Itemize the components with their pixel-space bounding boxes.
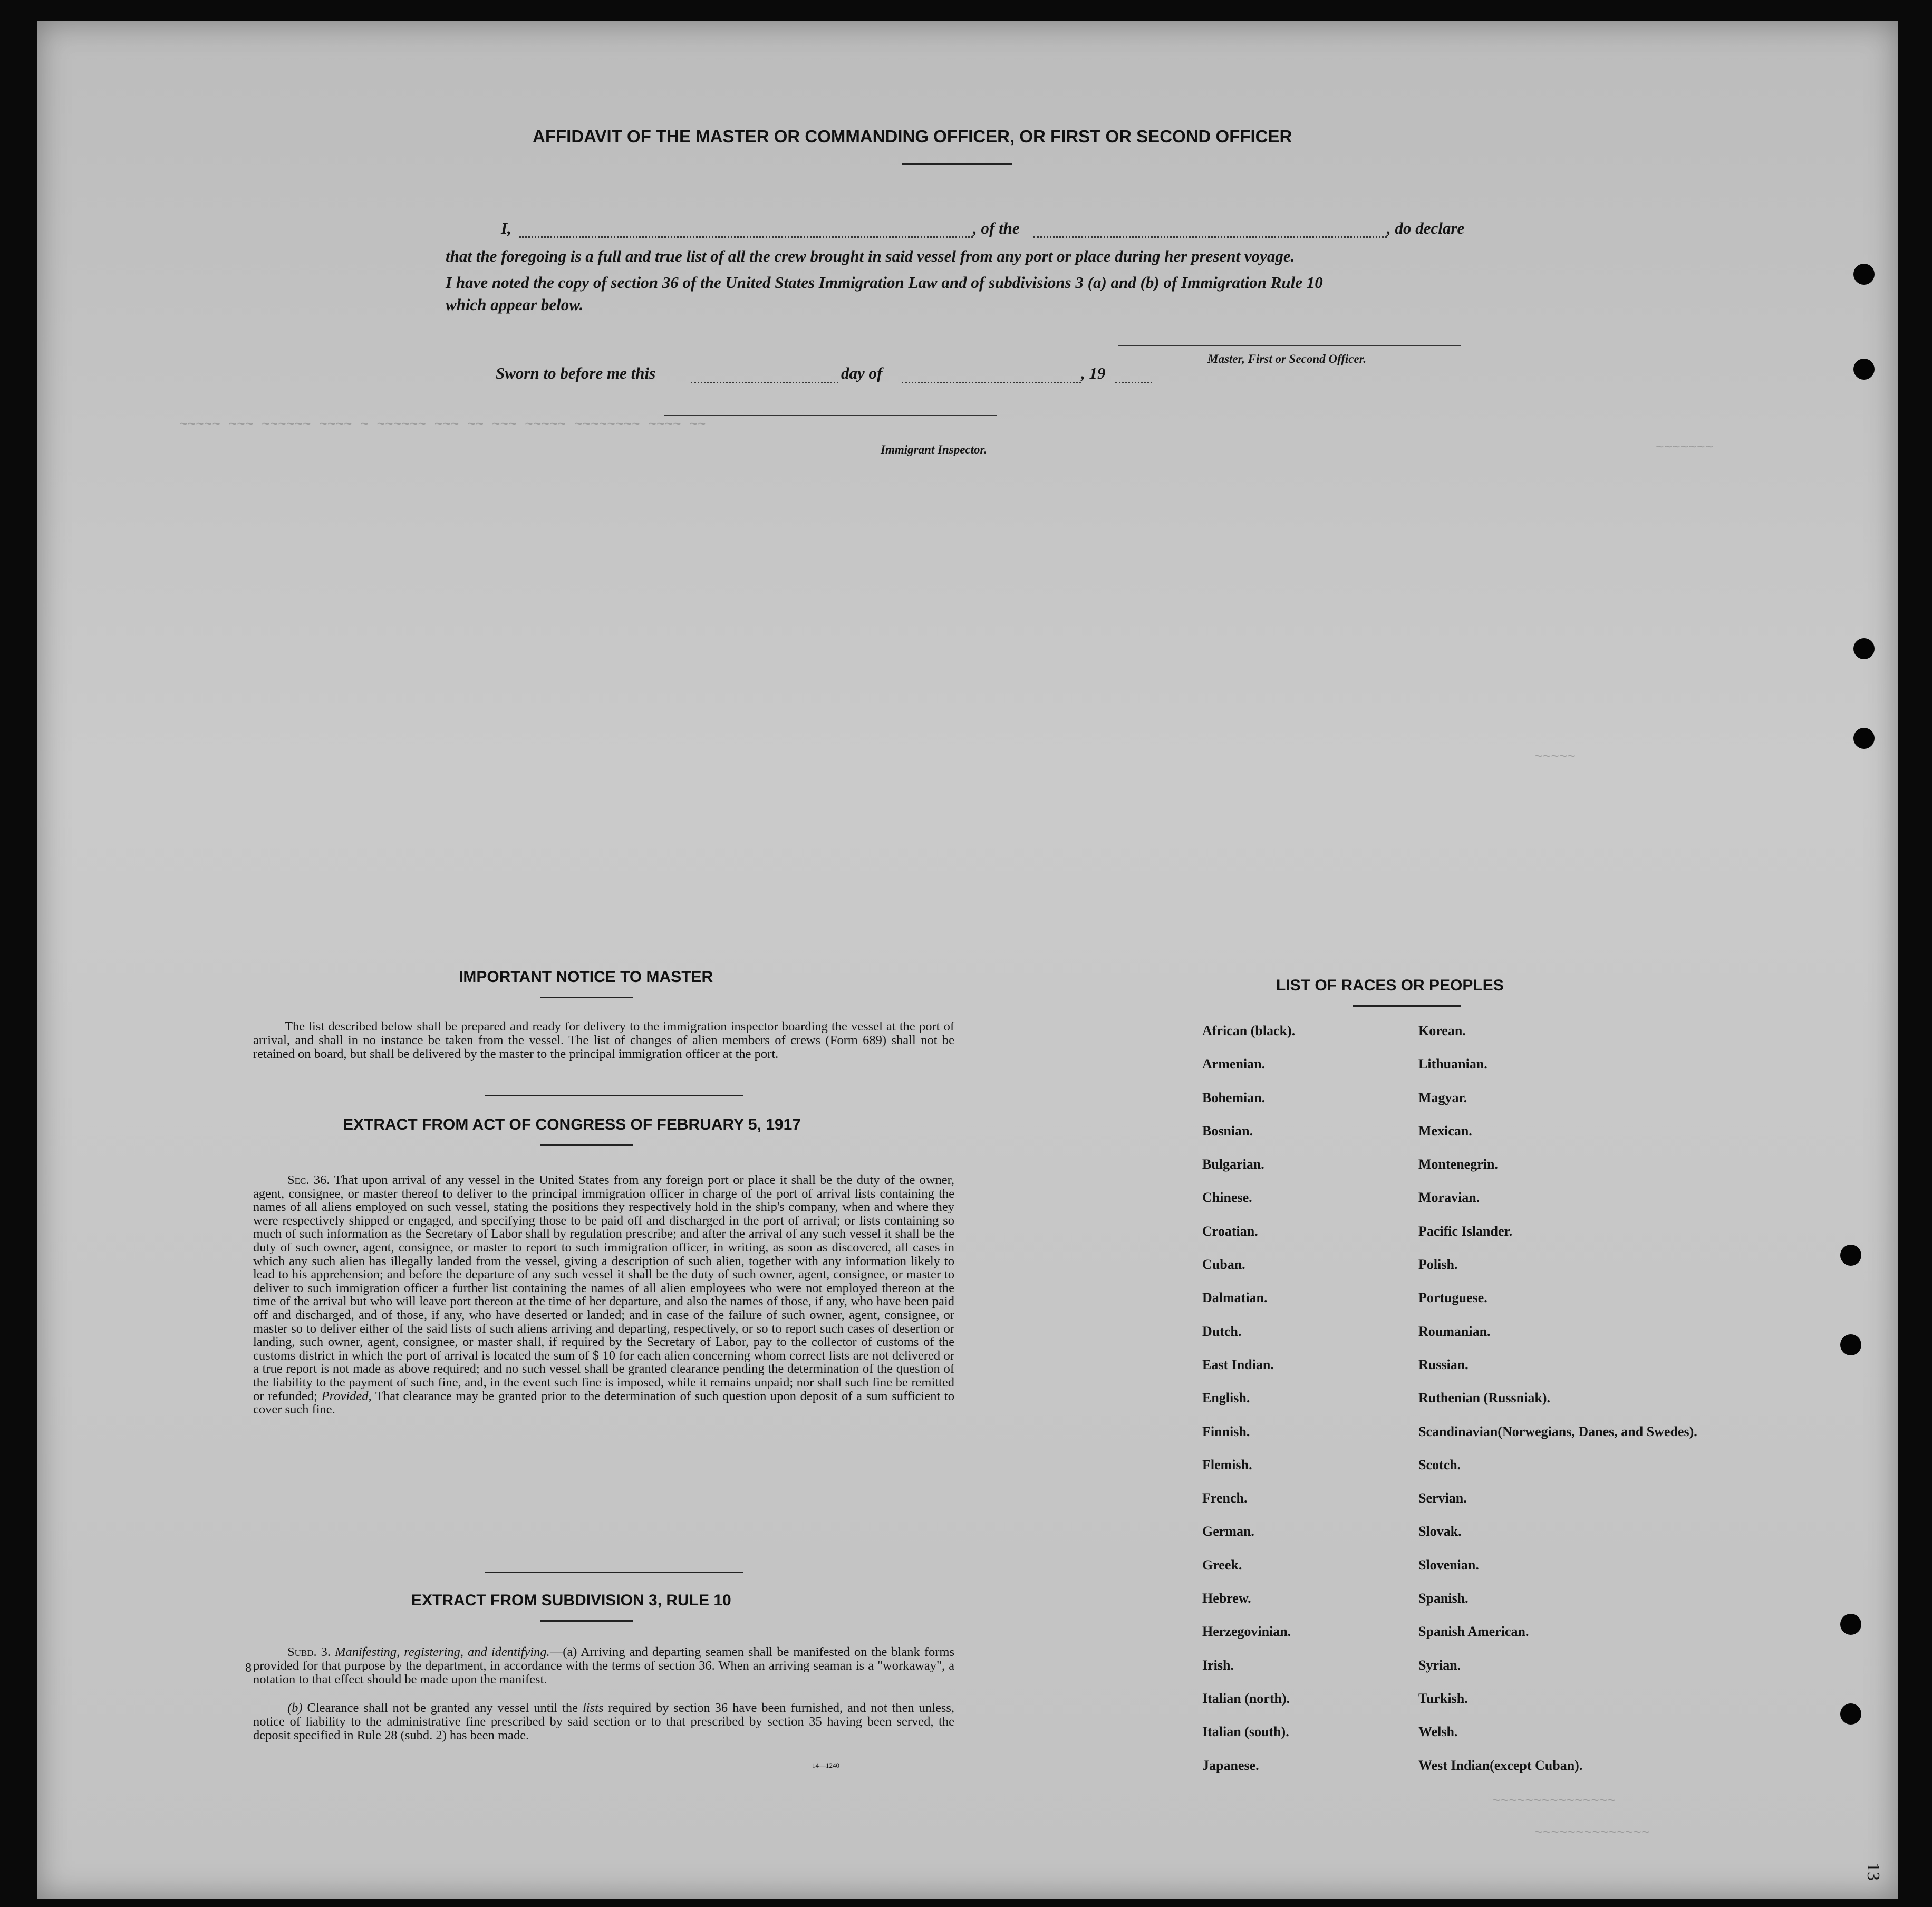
inspector-label: Immigrant Inspector.	[881, 443, 987, 456]
race-item: Bosnian.	[1202, 1123, 1253, 1139]
races-title: LIST OF RACES OR PEOPLES	[1276, 977, 1504, 994]
subd-heading: Manifesting, registering, and identifying.	[335, 1645, 550, 1659]
race-item: Portuguese.	[1418, 1290, 1487, 1306]
punch-hole-icon	[1840, 1703, 1861, 1725]
race-item: Moravian.	[1418, 1190, 1480, 1206]
race-item: Spanish American.	[1418, 1624, 1529, 1640]
name-blank	[519, 236, 973, 238]
race-item: Russian.	[1418, 1356, 1469, 1372]
race-item: West Indian(except Cuban).	[1418, 1757, 1583, 1773]
race-item: Syrian.	[1418, 1657, 1461, 1673]
punch-hole-icon	[1840, 1614, 1861, 1635]
race-item: Slovenian.	[1418, 1557, 1479, 1573]
year-text: , 19	[1081, 364, 1106, 382]
race-item: Dutch.	[1202, 1323, 1242, 1339]
race-item: Italian (north).	[1202, 1690, 1290, 1706]
race-item: Slovak.	[1418, 1524, 1462, 1539]
punch-hole-icon	[1840, 1334, 1861, 1355]
divider	[902, 163, 1012, 165]
race-item: Scandinavian(Norwegians, Danes, and Swedes).	[1418, 1423, 1697, 1439]
divider	[540, 1620, 633, 1622]
race-item: Herzegovinian.	[1202, 1624, 1291, 1640]
divider	[485, 1095, 743, 1096]
bleed-through-text: ~~~~~~~~~~~~~~~	[1492, 1793, 1616, 1809]
race-item: Mexican.	[1418, 1123, 1472, 1139]
races-left-column	[1202, 1023, 1295, 1791]
margin-mark: 8	[245, 1661, 252, 1675]
rule-b-text-2: required by section 36 have been furnished, and not then unless, notice of liability to the administrative fine prescribed by said section or to that prescribed by section 35 having been served, the deposit specified in Rule 28 (subd. 2) has been made.	[253, 1701, 955, 1742]
race-item: Finnish.	[1202, 1423, 1250, 1439]
race-item: Chinese.	[1202, 1190, 1252, 1206]
affidavit-declare: , do declare	[1387, 219, 1465, 237]
punch-hole-icon	[1853, 638, 1875, 659]
race-item: Japanese.	[1202, 1757, 1259, 1773]
race-item: Bulgarian.	[1202, 1157, 1264, 1172]
manifest-page	[37, 21, 1898, 1899]
inspector-signature-line	[664, 415, 997, 416]
divider	[485, 1572, 743, 1573]
bleed-through-text: ~~~~~ ~~~ ~~~~~~ ~~~~ ~ ~~~~~~ ~~~ ~~ ~~~ ~~~~~ ~~~~~~~~ ~~~~ ~~	[179, 417, 706, 432]
act-body	[253, 1173, 954, 1417]
race-item: Roumanian.	[1418, 1323, 1491, 1339]
rule-b-text-1: Clearance shall not be granted any vessel until the	[307, 1701, 578, 1715]
month-blank	[902, 382, 1081, 383]
punch-hole-icon	[1853, 359, 1875, 380]
race-item: English.	[1202, 1390, 1250, 1406]
divider	[540, 997, 633, 998]
race-item: Ruthenian (Russniak).	[1418, 1390, 1550, 1406]
rule-b-body	[253, 1701, 954, 1742]
affidavit-i: I,	[501, 219, 511, 237]
race-item: Welsh.	[1418, 1724, 1458, 1740]
punch-hole-icon	[1840, 1245, 1861, 1266]
race-item: Armenian.	[1202, 1056, 1266, 1072]
race-item: Lithuanian.	[1418, 1056, 1487, 1072]
affidavit-of-the: , of the	[973, 219, 1020, 237]
act-title: EXTRACT FROM ACT OF CONGRESS OF FEBRUARY 5, 1917	[343, 1116, 801, 1133]
rule-a-body	[253, 1645, 954, 1687]
act-text: That upon arrival of any vessel in the United States from any foreign port or place it shall be the duty of the owner, agent, consignee, or master thereof to deliver to the principal immigration officer in charge of the port of arrival lists containing the names of all aliens employed on such vessel, stating the positions they respectively hold in the ship's company, when and where they were respectively shipped or engaged, and specifying those to be paid off and discharged in the port of arrival; or lists containing so much of such information as the Secretary of Labor shall by regulation prescribe; and after the arrival of any such vessel it shall be the duty of such owner, agent, consignee, or master to report to such immigration officer, in writing, as soon as discovered, all cases in which any such alien has illegally landed from the vessel, giving a description of such alien, together with any information likely to lead to his apprehension; and before the departure of any such vessel it shall be the duty of such owner, agent, consignee, or master to deliver to such immigration officer a further list containing the names of all alien employees who were not employed thereon at the time of the arrival but who will leave port thereon at the time of her departure, and also the names of those, if any, who have been paid off and discharged, and of those, if any, who have deserted or landed; and in case of the failure of such owner, agent, consignee, or master so to deliver either of the said lists of such aliens arriving and departing, respectively, or so to report such cases of desertion or landing, such owner, agent, consignee, or master shall, if required by the Secretary of Labor, pay to the collector of customs of the customs district in which the port of arrival is located the sum of $ 10 for each alien concerning whom correct lists are not delivered or a true report is not made as above required; and no such vessel shall be granted clearance pending the determination of the question of the liability to the payment of such fine, and, in the event such fine is imposed, while it remains unpaid; nor shall such fine be remitted or refunded;	[253, 1173, 954, 1403]
race-item: Korean.	[1418, 1023, 1466, 1038]
master-label: Master, First or Second Officer.	[1208, 352, 1367, 365]
race-item: African (black).	[1202, 1023, 1296, 1038]
race-item: French.	[1202, 1490, 1248, 1506]
notice-body: The list described below shall be prepared and ready for delivery to the immigration inspector boarding the vessel at the port of arrival, and shall in no instance be taken from the vessel. The list of changes of alien members of crews (Form 689) shall not be retained on board, but shall be delivered by the master to the principal immigration officer at the port.	[253, 1019, 954, 1061]
subd-label: Subd. 3.	[287, 1645, 331, 1659]
race-item: Italian (south).	[1202, 1724, 1289, 1740]
race-item: Cuban.	[1202, 1257, 1245, 1273]
race-item: Dalmatian.	[1202, 1290, 1268, 1306]
provided-label: Provided,	[321, 1389, 372, 1403]
day-of-text: day of	[841, 364, 883, 382]
form-number: 14—1240	[812, 1761, 839, 1769]
divider	[540, 1144, 633, 1146]
corner-mark: 13	[1863, 1863, 1883, 1881]
race-item: Hebrew.	[1202, 1591, 1251, 1606]
race-item: Spanish.	[1418, 1591, 1469, 1606]
race-item: Magyar.	[1418, 1090, 1467, 1105]
rule-a-text: —(a) Arriving and departing seamen shall be manifested on the blank forms provided for that purpose by the department, in accordance with the terms of section 36. When an arriving seaman is a "workaway", a notation to that effect should be made upon the manifest.	[253, 1645, 954, 1687]
race-item: Croatian.	[1202, 1223, 1258, 1239]
race-item: Turkish.	[1418, 1690, 1468, 1706]
race-item: Pacific Islander.	[1418, 1223, 1513, 1239]
day-blank	[691, 382, 838, 383]
affidavit-line-2: that the foregoing is a full and true list of all the crew brought in said vessel from any port or place during her present voyage.	[446, 247, 1295, 265]
race-item: Flemish.	[1202, 1457, 1252, 1472]
bleed-through-text: ~~~~~	[1534, 749, 1576, 765]
divider	[1353, 1005, 1461, 1007]
race-item: Scotch.	[1418, 1457, 1461, 1472]
races-right-column	[1418, 1023, 1697, 1791]
race-item: Greek.	[1202, 1557, 1242, 1573]
bleed-through-text: ~~~~~~~~~~~~~~	[1534, 1825, 1650, 1841]
vessel-blank	[1033, 236, 1387, 238]
year-blank	[1115, 382, 1152, 383]
punch-hole-icon	[1853, 728, 1875, 749]
affidavit-line-3: I have noted the copy of section 36 of the United States Immigration Law and of subdivisions 3 (a) and (b) of Immigration Rule 10	[446, 273, 1323, 292]
race-item: Bohemian.	[1202, 1090, 1266, 1105]
race-item: German.	[1202, 1524, 1254, 1539]
rule-title: EXTRACT FROM SUBDIVISION 3, RULE 10	[411, 1592, 731, 1609]
race-item: Servian.	[1418, 1490, 1467, 1506]
affidavit-title: AFFIDAVIT OF THE MASTER OR COMMANDING OFFICER, OR FIRST OR SECOND OFFICER	[533, 127, 1292, 146]
rule-b-lists: lists	[582, 1701, 604, 1715]
provided-text: That clearance may be granted prior to the determination of such question upon deposit of a sum sufficient to cover such fine.	[253, 1389, 955, 1417]
race-item: East Indian.	[1202, 1356, 1274, 1372]
master-signature-line	[1118, 345, 1461, 346]
affidavit-line-4: which appear below.	[446, 295, 584, 314]
race-item: Polish.	[1418, 1257, 1458, 1273]
race-item: Irish.	[1202, 1657, 1234, 1673]
race-item: Montenegrin.	[1418, 1157, 1498, 1172]
bleed-through-text: ~~~~~~~	[1656, 438, 1714, 454]
notice-title: IMPORTANT NOTICE TO MASTER	[459, 968, 713, 986]
rule-b-label: (b)	[287, 1701, 303, 1715]
sec-label: Sec. 36.	[287, 1173, 330, 1187]
sworn-text: Sworn to before me this	[496, 364, 656, 382]
punch-hole-icon	[1853, 264, 1875, 285]
